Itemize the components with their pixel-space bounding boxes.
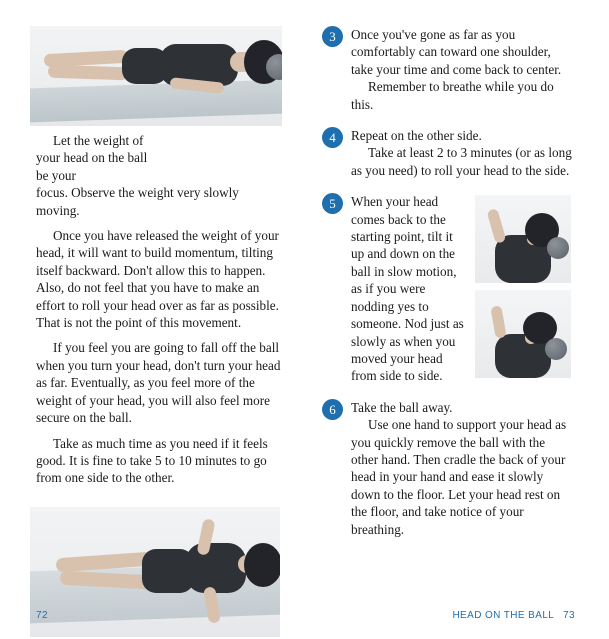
left-page: [0, 0, 304, 639]
left-paragraph-1: Once you have released the weight of your head, it will want to build momentum, tilting itself backward. Don't allow this to happen. Also, do not feel that you have to make an effort to roll your head over as far as possible. That is not the point of this movement.: [36, 228, 279, 331]
step-4: [322, 127, 575, 179]
page-number-right: 73: [563, 610, 575, 621]
left-paragraph-2: If you feel you are going to fall off the ball when you turn your head, don't turn your head as far. Eventually, as you feel more of the weight of your head, you will also feel more secure on the ball.: [36, 340, 281, 426]
folio-right: [452, 610, 575, 621]
step-number-6: 6: [322, 399, 343, 420]
step-number-5: 5: [322, 193, 343, 214]
running-head: HEAD ON THE BALL: [452, 610, 554, 621]
step-number-3: 3: [322, 26, 343, 47]
step-4-line-2: Take at least 2 to 3 minutes (or as long as you need) to roll your head to the side.: [351, 145, 572, 178]
step-3-line-1: Once you've gone as far as you comfortably can toward one shoulder, take your time and come back to center.: [351, 27, 562, 77]
step-5-line-1: When your head comes back to the starting point, tilt it up and down on the ball in slow motion, as if you were nodding yes to someone. Nod just as slowly as when you moved your head from side to side.: [351, 194, 464, 384]
step-number-4: 4: [322, 127, 343, 148]
photo-nodding-up: [475, 195, 571, 283]
step-4-line-1: Repeat on the other side.: [351, 128, 482, 144]
left-intro-rest: focus. Observe the weight very slowly moving.: [36, 185, 239, 218]
step-5: [322, 193, 575, 384]
step-3: [322, 26, 575, 113]
left-paragraph-3: Take as much time as you need if it feels good. It is fine to take 5 to 10 minutes to go from one side to the other.: [36, 435, 268, 486]
step-6: [322, 399, 575, 538]
step-6-line-1: Take the ball away.: [351, 399, 453, 415]
step-5-photos: [475, 195, 575, 378]
photo-nodding-down: [475, 290, 571, 378]
photo-lying-head-on-ball: [30, 26, 282, 126]
folio-left: 72: [36, 610, 48, 621]
step-6-line-2: Use one hand to support your head as you quickly remove the ball with the other hand. Then cradle the back of your head in your hand and ease it slowly down to the floor. Let your head rest on the floor, and take notice of your breathing.: [351, 417, 567, 537]
step-3-line-2: Remember to breathe while you do this.: [351, 79, 554, 112]
right-page: [304, 0, 609, 639]
photo-lying-arms-out: [30, 507, 280, 637]
left-intro-narrow: Let the weight of your head on the ball be your: [36, 133, 148, 183]
